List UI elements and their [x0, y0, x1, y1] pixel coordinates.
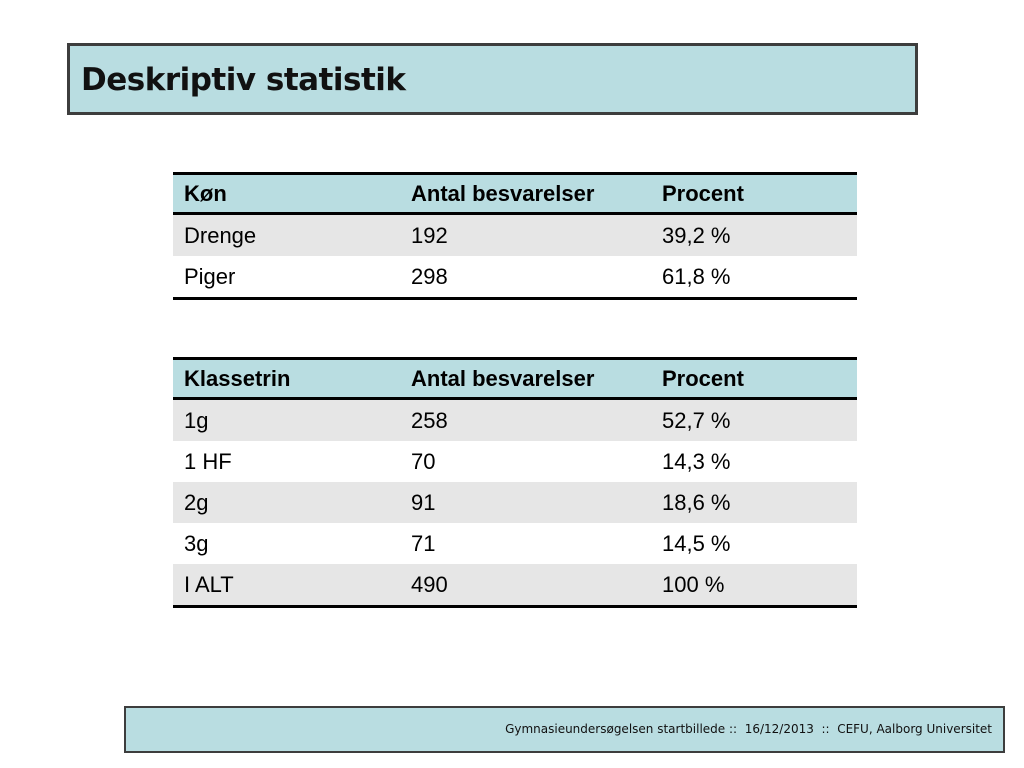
column-header: Køn — [173, 174, 400, 214]
footer-banner — [124, 706, 1005, 753]
table-cell: 52,7 % — [662, 407, 731, 433]
table-cell: 39,2 % — [662, 222, 731, 248]
table-header-row — [173, 174, 857, 214]
table-cell: 258 — [411, 407, 448, 433]
table-row — [173, 523, 857, 564]
table-row — [173, 482, 857, 523]
table-row — [173, 256, 857, 299]
column-header: Procent — [651, 359, 857, 399]
table-row — [173, 441, 857, 482]
column-header: Procent — [651, 174, 857, 214]
table-cell: 91 — [411, 489, 436, 515]
table-cell: 2g — [184, 489, 209, 515]
table-cell: Drenge — [184, 222, 257, 248]
table-cell: 71 — [411, 530, 436, 556]
column-header: Klassetrin — [173, 359, 400, 399]
grade-table — [173, 357, 857, 608]
table-row — [173, 214, 857, 257]
table-cell: 1g — [184, 407, 209, 433]
table-cell: 100 % — [651, 564, 857, 607]
table-cell: 490 — [400, 564, 651, 607]
table-cell: 1 HF — [184, 448, 232, 474]
table-cell: 192 — [411, 222, 448, 248]
title-banner — [67, 43, 918, 115]
table-row — [173, 399, 857, 442]
table-cell: I ALT — [173, 564, 400, 607]
footer-text: Gymnasieundersøgelsen startbillede :: 16/12/2013 :: CEFU, Aalborg Universitet — [505, 722, 992, 736]
table-cell: 70 — [411, 448, 436, 474]
table-cell: 14,5 % — [662, 530, 731, 556]
table-cell: 298 — [400, 256, 651, 299]
table-cell: 14,3 % — [662, 448, 731, 474]
column-header: Antal besvarelser — [400, 359, 651, 399]
table-cell: Piger — [173, 256, 400, 299]
table-cell: 61,8 % — [651, 256, 857, 299]
table-header-row — [173, 359, 857, 399]
column-header: Antal besvarelser — [400, 174, 651, 214]
gender-table — [173, 172, 857, 300]
table-cell: 18,6 % — [662, 489, 731, 515]
table-cell: 3g — [184, 530, 209, 556]
page-title: Deskriptiv statistik — [81, 62, 406, 98]
table-row-total — [173, 564, 857, 607]
